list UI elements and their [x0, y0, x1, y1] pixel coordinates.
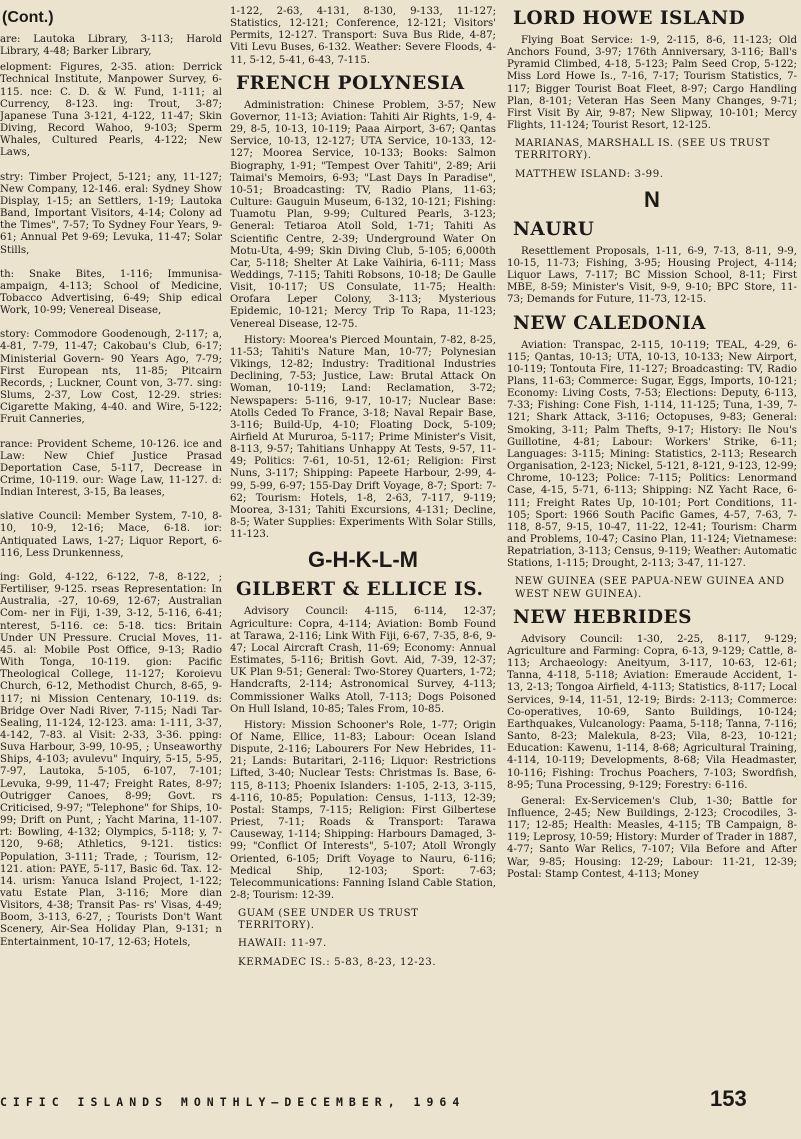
kermadec-entry: KERMADEC IS.: 5-83, 8-23, 12-23. [238, 956, 437, 968]
heading-gilbert-ellice: GILBERT & ELLICE IS. [236, 579, 484, 601]
index-entry: ing: Gold, 4-122, 6-122, 7-8, 8-122, ; Fertiliser, 9-125. rseas Representation: In Australia, -27, 10-69, 12-67; Australian Com- ner in Fiji, 1-39, 3-12, 5-116, 6-41; nterest, 5-116. ce: 5-18. tics: Britain Under UN Pressure. Crucial Moves, 11-45. al: Mobile Post Office, 9-13; Radio With Tonga, 10-119. gion: Pacific Theological College, 11-127; Koroievu Church, 6-12, Methodist Church, 8-65, 9-117; ni Mission Centenary, 10-119. ds: Bridge Over Nadi River, 7-115; Nadi Tar-Sealing, 11-124, 12-123. ama: 1-111, 3-37, 4-142, 7-83. al Visit: 2-33, 3-36. pping: Suva Harbour, 3-99, 10-95, ; Unseaworthy Ships, 4-103; avulevu" Inquiry, 5-15, 5-95, 7-97, Lautoka, 5-105, 6-107, 7-101; Levuka, 9-99, 11-47; Freight Rates, 8-97; Outrigger Canoes, 8-99; Govt. rs Criticised, 9-97; "Telephone" for Ships, 10-99; Drift on Punt, ; Yacht Marina, 11-107. rt: Bowling, 4-132; Olympics, 5-118; y, 7-120, 9-68; Athletics, 9-121. tistics: Population, 3-111; Trade, ; Tourism, 12-121. ation: PAYE, 5-117, Basic 6d. Tax. 12-14. urism: Yanuca Island Project, 1-122; vatu Estate Plan, 3-116; More dian Visitors, 4-38; Transit Pas- rs' Visas, 4-49; Boom, 3-113, 6-27, ; Tourists Don't Want Scenery, Air-Sea Holiday Plan, 9-131; n Entertainment, 10-17, 12-63; Hotels, [0, 571, 222, 948]
index-entry: slative Council: Member System, 7-10, 8-10, 10-9, 12-16; Mace, 6-18. ior: Antiquated Laws, 1-27; Liquor Report, 6-116, Less Drunkenness, [0, 511, 222, 559]
section-letters: G-H-K-L-M [308, 547, 418, 573]
page-footer [0, 1082, 801, 1122]
index-entry: stry: Timber Project, 5-121; any, 11-127; New Company, 12-146. eral: Sydney Show Display, 1-15; an Settlers, 1-19; Lautoka Band, Important Visitors, 4-14; Colony ad the Times", 7-57; To Sydney Four Years, 9-61; Annual Pet 9-69; Levuka, 11-47; Solar Stills, [0, 171, 222, 256]
heading-lord-howe: LORD HOWE ISLAND [513, 8, 746, 29]
index-entry: th: Snake Bites, 1-116; Immunisa- ampaign, 4-113; School of Medicine, Tobacco Advertising, 6-49; Ship edical Work, 10-99; Venereal Disease, [0, 268, 222, 317]
matthew-entry: MATTHEW ISLAND: 3-99. [515, 168, 664, 180]
index-entry: elopment: Figures, 2-35. ation: Derrick Technical Institute, Manpower Survey, 6-115. nce: C. D. & W. Fund, 1-111; al Currency, 8-123. ing: Trout, 3-87; Japanese Tuna 3-121, 4-122, 11-47; Skin Diving, Record Wahoo, 9-103; Sperm Whales, Cultured Pearls, 4-122; New Laws, [0, 62, 222, 159]
page-number: 153 [710, 1086, 747, 1111]
footer-running-title: CIFIC ISLANDS MONTHLY—DECEMBER, 1964 [0, 1095, 466, 1109]
index-column-2 [230, 6, 496, 1081]
french-polynesia-entry: History: Moorea's Pierced Mountain, 7-82, 8-25, 11-53; Tahiti's Nature Man, 10-77; Polynesian Vikings, 12-82; Industry: Traditional Industries Declining, 7-53; Justice, Law: Brutal Attack On Woman, 10-119; Land: Reclamation, 3-72; Newspapers: 5-116, 9-17, 10-17; Nuclear Base: Atolls Ceded To France, 3-18; Naval Repair Base, 3-116; Build-Up, 4-10; Floating Dock, 5-109; Airfield At Mururoa, 5-117; Prime Minister's Visit, 8-113, 9-57; Tahitians Unhappy At Tests, 9-57, 11-49; Politics: 7-61, 10-51, 12-61; Religion: First Nuns, 3-117; Shipping: Papeete Harbour, 2-99, 4-99, 5-99, 6-97; 155-Day Drift Voyage, 8-7; Sport: 7-62; Tourism: Hotels, 1-8, 2-63, 7-117, 9-119; Moorea, 3-131; Tahiti Excursions, 4-131; Decline, 8-5; Water Supplies: Experiments With Solar Stills, 11-123. [230, 334, 496, 541]
heading-new-hebrides: NEW HEBRIDES [513, 606, 692, 628]
new-hebrides-entry: General: Ex-Servicemen's Club, 1-30; Battle for Influence, 2-45; New Buildings, 2-123; Crocodiles, 3-117; 12-85; Health: Measles, 4-115; TB Campaign, 8-119; Leprosy, 10-59; History: Murder of Trader in 1887, 4-77; Santo War Relics, 7-107; Vila Before and After War, 9-85; Housing: 12-29; Labour: 11-21, 12-39; Postal: Stamp Contest, 4-113; Money [507, 795, 797, 880]
heading-nauru: NAURU [513, 218, 595, 240]
new-caledonia-entry: Aviation: Transpac, 2-115, 10-119; TEAL, 4-29, 6-115; Qantas, 10-13; UTA, 10-13, 10-133; New Airport, 10-119; Tontouta Fire, 11-127; Broadcasting: TV, Radio Plans, 11-63; Commerce: Sugar, Eggs, Imports, 10-121; Economy: Living Costs, 7-53; Elections: Deputy, 6-113, 7-33; Fishing: Cone Fish, 1-114, 11-125; Tuna, 1-39, 7-121; Shark Attack, 3-116; Octopuses, 9-83; General: Smoking, 3-11; Palm Thefts, 9-17; History: Ile Nou's Guillotine, 4-81; Labour: Workers' Strike, 6-11; Languages: 3-115; Mining: Statistics, 2-113; Research Organisation, 2-123; Nickel, 5-121, 8-121, 9-123, 12-99; Chrome, 10-123; Police: 7-115; Politics: Lenormand Case, 4-15, 5-71, 6-113; Shipping: NZ Yacht Race, 6-111; Freight Rates Up, 10-101; Port Conditions, 11-105; Sport: 1966 South Pacific Games, 4-57, 7-63, 7-118, 8-57, 9-15, 10-47, 11-22, 12-41; Tourism: Charm and Problems, 10-47; Casino Plan, 11-124; Vietnamese: Repatriation, 3-113; Census, 9-119; Weather: Automatic Stations, 1-115; Drought, 2-113; 3-47, 11-127. [507, 339, 797, 570]
index-entry: are: Lautoka Library, 3-113; Harold Library, 4-48; Barker Library, [0, 34, 222, 58]
french-polynesia-entry: Administration: Chinese Problem, 3-57; New Governor, 11-13; Aviation: Tahiti Air Rights, 1-9, 4-29, 8-5, 10-13, 10-119; Paaa Airport, 3-67; Qantas Service, 10-13, 12-127; UTA Service, 10-133, 12-127; Moorea Service, 10-133; Books: Salmon Biography, 1-91; "Tempest Over Tahiti", 2-89; Arii Taimai's Memoirs, 6-93; "Last Days In Paradise", 10-51; Broadcasting: TV, Radio Plans, 11-63; Culture: Gauguin Museum, 6-132, 10-121; Fishing: Tuamotu Plan, 9-99; Cultured Pearls, 3-123; General: Tetiaroa Atoll Sold, 1-71; Tahiti As Scientific Centre, 2-39; Underground Water On Motu-Uta, 4-99; Skin Diving Club, 5-105; 6,000th Car, 5-118; Shelter At Lake Vaihiria, 6-111; Mass Weddings, 7-115; Tahiti Robsons, 10-18; De Gaulle Visit, 10-117; US Consulate, 11-75; Health: Orofara Leper Colony, 3-113; Mysterious Epidemic, 10-121; Mercy Trip To Rapa, 11-123; Venereal Disease, 12-75. [230, 99, 496, 330]
section-letter-n: N [644, 186, 660, 212]
index-column-3 [507, 6, 797, 1081]
marianas-entry: MARIANAS, MARSHALL IS. (SEE US TRUST TERRITORY). [515, 138, 771, 162]
fiji-continued-entry: 1-122, 2-63, 4-131, 8-130, 9-133, 11-127; Statistics, 12-121; Conference, 12-121; Visitors' Permits, 12-127. Transport: Suva Bus Ride, 4-87; Viti Levu Buses, 6-132. Weather: Severe Floods, 4-11, 5-12, 5-41, 6-43, 7-115. [230, 6, 496, 66]
guam-entry: GUAM (SEE UNDER US TRUST TERRITORY). [238, 908, 419, 932]
new-hebrides-entry: Advisory Council: 1-30, 2-25, 8-117, 9-129; Agriculture and Farming: Copra, 6-13, 9-129; Cattle, 8-113; Archaeology: Aneityum, 3-117, 10-63, 12-61; Tanna, 4-118, 5-118; Aviation: Emeraude Accident, 1-13, 2-13; Tongoa Airfield, 4-113; Statistics, 8-117; Local Services, 9-14, 11-51, 12-19; Birds: 2-113; Commerce: Co-operatives, 10-69, Santo Buildings, 10-124; Earthquakes, Vulcanology: Paama, 5-118; Tanna, 7-116; Santo, 8-23; Malekula, 8-23; Vila, 8-23, 10-121; Education: Kawenu, 1-114, 8-68; Agricultural Training, 4-114, 10-119; Developments, 8-68; Vila Headmaster, 10-116; Fishing: Trochus Poachers, 7-103; Swordfish, 8-95; Tuna Processing, 9-129; Forestry: 6-116. [507, 633, 797, 791]
gilbert-entry: History: Mission Schooner's Role, 1-77; Origin Of Name, Ellice, 11-83; Labour: Ocean Island Dispute, 2-116; Labourers For New Hebrides, 11-21; Lands: Butaritari, 2-116; Liquor: Restrictions Lifted, 3-40; Nuclear Tests: Christmas Is. Base, 6-115, 8-113; Phoenix Islanders: 1-105, 2-13, 3-115, 4-116, 10-85; Population: Census, 1-113, 12-39; Postal: Stamps, 7-115; Religion: First Gilbertese Priest, 7-11; Roads & Transport: Tarawa Causeway, 1-114; Shipping: Harbours Damaged, 3-99; "Conflict Of Interests", 5-107; Atoll Wrongly Oriented, 6-105; Drift Voyage to Nauru, 6-116; Medical Ship, 12-103; Sport: 7-63; Telecommunications: Fanning Island Cable Station, 2-8; Tourism: 12-39. [230, 719, 496, 901]
hawaii-entry: HAWAII: 11-97. [238, 938, 327, 950]
index-entry: story: Commodore Goodenough, 2-117; a, 4-81, 7-79, 11-47; Cakobau's Club, 6-17; Ministerial Govern- 90 Years Ago, 7-79; First European nts, 11-85; Pitcairn Records, ; Luckner, Count von, 3-77. sing: Slums, 2-37, Low Cost, 12-29. stries: Cigarette Making, 4-40. and Wire, 5-122; Fruit Canneries, [0, 329, 222, 426]
heading-french-polynesia: FRENCH POLYNESIA [236, 72, 465, 94]
nauru-entry: Resettlement Proposals, 1-11, 6-9, 7-13, 8-11, 9-9, 10-15, 11-73; Fishing, 3-95; Housing Project, 4-114; Liquor Laws, 7-117; BC Mission School, 8-11; First MBE, 8-59; Minister's Visit, 9-9, 9-10; BPC Store, 11-73; Demands for Future, 11-73, 12-15. [507, 245, 797, 306]
lord-howe-entry: Flying Boat Service: 1-9, 2-115, 8-6, 11-123; Old Anchors Found, 3-97; 176th Anniversary, 3-116; Ball's Pyramid Climbed, 4-18, 5-123; Palm Seed Crop, 5-122; Miss Lord Howe Is., 7-16, 7-17; Tourism Statistics, 7-117; Bigger Tourist Boat Fleet, 8-97; Cargo Handling Plan, 8-101; Veteran Has Seen Many Changes, 9-71; First Visit By Air, 9-87; New Slipway, 10-101; Mercy Flights, 11-124; Tourist Resort, 12-125. [507, 35, 797, 132]
heading-new-caledonia: NEW CALEDONIA [513, 312, 706, 334]
index-entry: rance: Provident Scheme, 10-126. ice and Law: New Chief Justice Prasad Deportation Case, 5-117, Decrease in Crime, 10-119. our: Wage Law, 11-127. d: Indian Interest, 3-15, Ba leases, [0, 438, 222, 499]
new-guinea-entry: NEW GUINEA (SEE PAPUA-NEW GUINEA AND WEST NEW GUINEA). [515, 576, 785, 600]
index-column-1 [0, 6, 222, 1081]
continued-heading: (Cont.) [2, 9, 54, 26]
gilbert-entry: Advisory Council: 4-115, 6-114, 12-37; Agriculture: Copra, 4-114; Aviation: Bomb Found at Tarawa, 2-116; Link With Fiji, 6-67, 7-35, 8-6, 9-47; Local Aircraft Crash, 11-69; Economy: Annual Estimates, 5-116; British Govt. Aid, 7-39, 12-37; UK Plan 9-51; General: Two-Storey Quarters, 1-72; Handcrafts, 2-114; Astronomical Survey, 4-113; Commissioner Walks Atoll, 7-113; Dogs Poisoned On Hull Island, 10-85; Tales From, 10-85. [230, 606, 496, 715]
